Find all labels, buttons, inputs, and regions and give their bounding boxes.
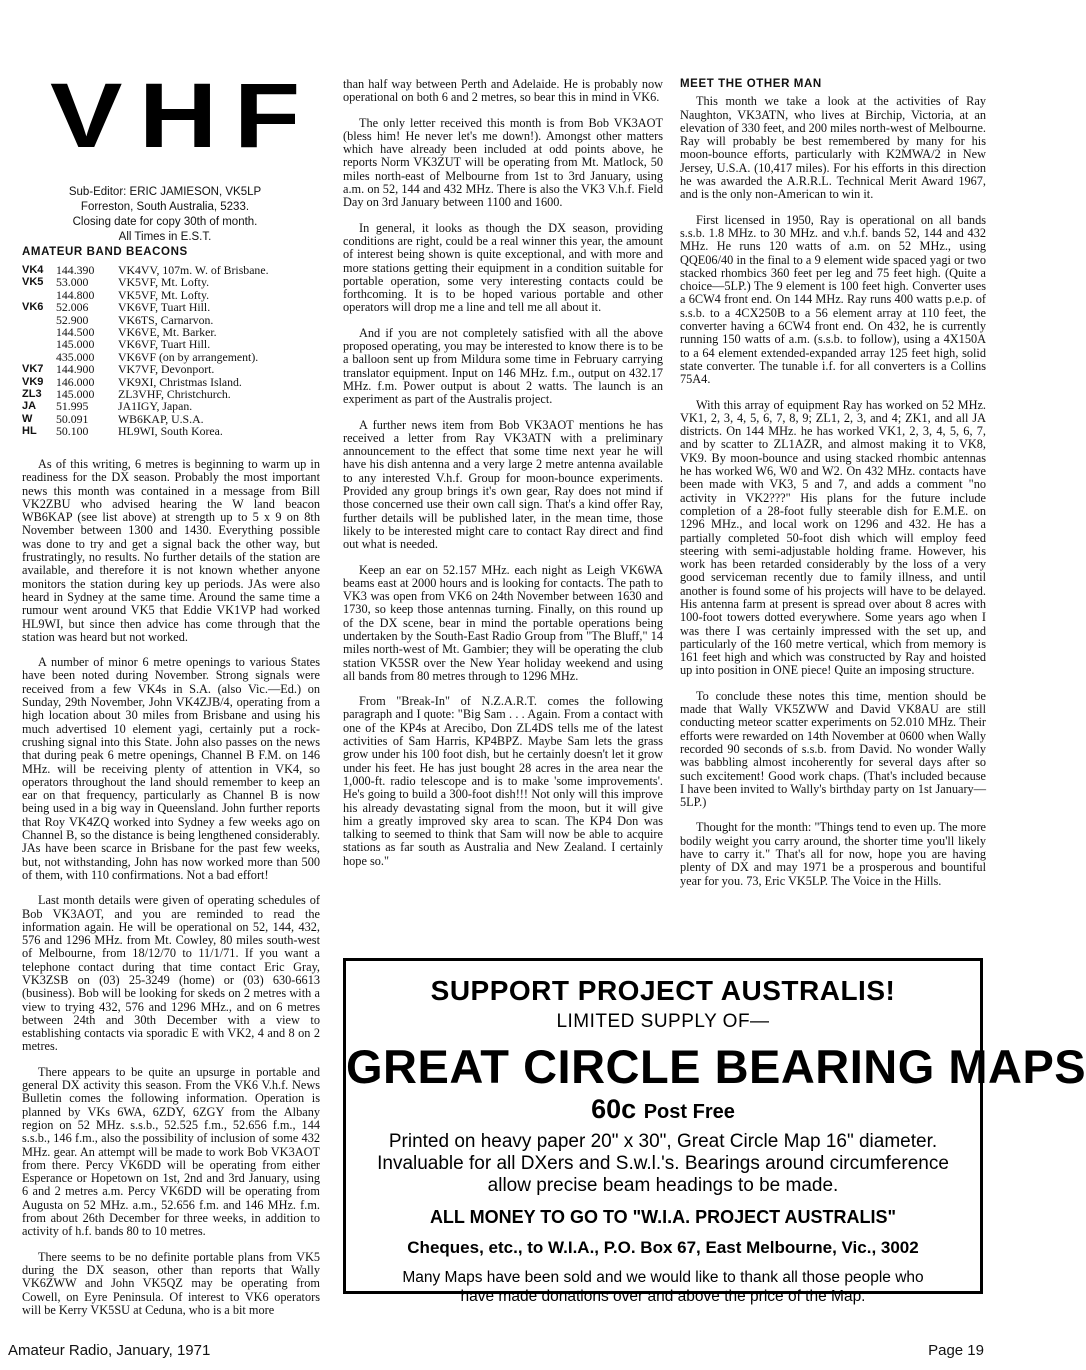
beacon-frequency: 50.091 — [56, 411, 89, 426]
beacon-row — [22, 338, 322, 350]
advertisement-box — [343, 958, 1086, 1305]
ad-subheadline: LIMITED SUPPLY OF— — [556, 1011, 770, 1032]
column-right — [680, 78, 986, 948]
ad-description-line: Invaluable for all DXers and S.w.l.'s. Bearings around circumference — [377, 1153, 949, 1174]
paragraph: Thought for the month: "Things tend to even up. The more bodily weight you carry around, the shorter time you'll likely have to carry it." That's all for now, hope you are having plenty of DX and may 1971 be a prosperous and bountiful year for you. 73, Eric VK5LP. The Voice in the Hills. — [680, 820, 986, 888]
ad-thanks-line: Many Maps have been sold and we would like to thank all those people who — [402, 1269, 924, 1286]
beacon-frequency: 144.900 — [56, 362, 95, 377]
beacon-state — [22, 351, 56, 363]
beacon-state: VK9 — [22, 375, 44, 388]
beacon-description: VK7VF, Devonport. — [118, 362, 215, 377]
beacons-heading: AMATEUR BAND BEACONS — [22, 246, 188, 258]
beacon-description: JA1IGY, Japan. — [118, 399, 193, 414]
paragraph: The only letter received this month is from Bob VK3AOT (bless him! He never let's me down!). Amongst other matters which have already been included at odd points above, he reports Norm VK3ZUT will be operating from Mt. Matlock, 50 miles north-east of Melbourne from 1st to 3rd January, using a.m. on 52, 144 and 432 MHz. There is also the VK3 V.h.f. Field Day on 3rd January between 1100 and 1600. — [343, 115, 663, 210]
paragraph: Last month details were given of operating schedules of Bob VK3AOT, and you are reminded to read the information again. He will be operational on 52, 144, 432, 576 and 1296 MHz. from Mt. Cowley, 80 miles south-west of Melbourne, from 18/12/70 to 11/1/71. If you want a telephone contact during that time contact Eric Gray, VK3ZSB on (03) 25-3249 (home) or (03) 630-6613 (business). Bob will be looking for skeds on 2 metres with a view to trying 432, 576 and 1296 MHz., and on 6 metres between 24th and 30th December with a view to establishing contacts via sporadic E with VK2, 4 and 8 on 2 metres. — [22, 893, 320, 1054]
beacon-state: VK5 — [22, 276, 44, 289]
paragraph: A further news item from Bob VK3AOT mentions he has received a letter from Ray VK3ATN with a preliminary announcement to the effect that some time next year he will have his dish antenna and a very large 2 metre antenna available to any interested V.h.f. Group for moon-bounce experiments. Provided any group brings it's own gear, Ray does not mind if those concerned use their own call sign. That's a kind offer Ray, further details will be published later, in the mean time, those likely to be interested might care to contact Ray direct and find out what is needed. — [343, 417, 663, 552]
beacon-description: HL9WI, South Korea. — [118, 424, 223, 439]
footer-publication: Amateur Radio, January, 1971 — [8, 1342, 211, 1359]
beacon-row — [22, 363, 322, 375]
closing-date: Closing date for copy 30th of month. — [72, 216, 258, 228]
ad-address: Cheques, etc., to W.I.A., P.O. Box 67, East Melbourne, Vic., 3002 — [407, 1238, 919, 1257]
sub-editor: Sub-Editor: ERIC JAMIESON, VK5LP — [68, 186, 262, 198]
ad-price-value: 60c — [591, 1094, 637, 1124]
ad-description-line: allow precise beam headings to be made. — [487, 1175, 839, 1196]
paragraph: To conclude these notes this time, mention should be made that Wally VK5ZWW and David VK8AU are still conducting meteor scatter experiments on 52.010 MHz. Their efforts were rewarded on 14th November at 0600 when Wally recorded 90 seconds of s.s.b. from David. No wonder Wally was babbling almost incoherently for several days after so such excitement! Good work chaps. (That's included because I have been invited to Wally's birthday party on 1st January—5LP.) — [680, 688, 986, 810]
paragraph: Keep an ear on 52.157 MHz. each night as Leigh VK6WA beams east at 2000 hours and is looking for contacts. The path to VK3 was open from VK6 on 24th November between 1630 and 1730, so keep those antennas turning. Finally, on this round up of the DX scene, bear in mind the portable operations being undertaken by the South-East Radio Group from "The Bluff," 14 miles north-west of Mt. Gambier; they will be operating the club station VK5SR over the New Year holiday weekend and using all bands from 80 metres through to 1296 MHz. — [343, 562, 663, 683]
beacon-description: VK6TS, Carnarvon. — [118, 312, 214, 327]
beacon-state: VK7 — [22, 363, 44, 376]
beacon-description: VK6VF, Tuart Hill. — [118, 300, 211, 315]
ad-thanks-line: have made donations over and above the price of the Map. — [460, 1288, 866, 1305]
paragraph: A number of minor 6 metre openings to various States have been noted during November. Strong signals were received from a few VK4s in S.A. (also Vic.—Ed.) on Sunday, 29th November, John VK4ZJB/4, operating from a high location about 30 miles from Brisbane and using his much advertised 10 element yagi, certainly put a rock-crushing signal into this State. John also passes on the news that during peak 6 metre openings, Channel B F.M. on 146 MHz. will be receiving plenty of attention in VK4, so operators throughout the land should remember to keep an ear on that frequency, particularly as Channel B is now being used in a big way in Queensland. John further reports that Roy VK4ZQ worked into Sydney a few weeks ago on Channel B, so the distance is being lengthened considerably. JAs have been scarce in Brisbane for the past few weeks, but, not withstanding, John has now worked more than 500 of them, with 110 confirmations. Not a bad effort! — [22, 655, 320, 882]
beacon-frequency: 144.800 — [56, 287, 95, 302]
paragraph: than half way between Perth and Adelaide. He is probably now operational on both 6 and 2 metres, so bear this in mind in VK6. — [343, 77, 663, 105]
section-title: VHF — [50, 65, 317, 167]
ad-description-line: Printed on heavy paper 20" x 30", Great Circle Map 16" diameter. — [388, 1131, 938, 1152]
beacon-frequency: 50.100 — [56, 424, 89, 439]
paragraph: In general, it looks as though the DX season, providing conditions are right, could be a real winner this year, the amount of interest being shown is quite exceptional, and with more and more stations getting their equipment in a condition suitable for portable operation, some very interesting contacts could be forthcoming. It is to be hoped various portable and other operators will drop me a line and tell me all about it. — [343, 220, 663, 315]
paragraph: As of this writing, 6 metres is beginning to warm up in readiness for the DX season. Probably the most important news this month was contained in a message from Bill VK2ZBU who advised hearing the W land beacon WB6KAP (see list above) at strength up to 5 x 9 on 8th November between 1300 and 1430. Everything possible was done to try and get a signal back the other way, but frustratingly, no results. No further details of the station are available, and therefore it is not known whether anyone monitors the station during key up periods. JAs were also heard in Sydney at the same time. Around the same time a rumour went around VK5 that Eddie VK1VP had worked HL9WI, but since then advice has come through that the station was heard but not worked. — [22, 457, 320, 644]
beacon-state: VK4 — [22, 264, 44, 276]
beacon-row — [22, 425, 322, 437]
beacon-description: VK4VV, 107m. W. of Brisbane. — [118, 263, 269, 277]
beacons-table — [22, 264, 322, 438]
beacon-state: HL — [22, 425, 37, 438]
column-left — [22, 458, 320, 1338]
ad-price-note: Post Free — [643, 1101, 735, 1123]
paragraph: And if you are not completely satisfied with all the above proposed operating, you may be interested to know there is to be a balloon sent up from Mildura some time in February carrying translator equipment. Input on 146 MHz. f.m., output on 432.17 MHz. f.m. Power output is about 2 watts. The launch is an experiment as part of the Australis project. — [343, 325, 663, 407]
beacon-description: VK6VF (on by arrangement). — [118, 349, 259, 364]
paragraph: From "Break-In" of N.Z.A.R.T. comes the following paragraph and I quote: "Big Sam . . . Again. From a contact with one of the KP4s at Arecibo, Don ZL4DS tells me of the latest activities of Sam Harris, KP4BPZ. Maybe Sam lets the grass grow under his 100 foot dish, but he certainly doesn't let it grow under his feet. He has just bought 28 acres in the area near the 1,000-ft. radio telescope and is to make 'some improvements'. He's going to build a 300-foot dish!!! Not only will this improve his already devastating signal from the moon, but it will give him a greatly improved sky area to scan. The KP4 Don was talking to seemed to think that Sam will now be able to acquire stations as far south as Australia and New Zealand. I certainly hope so." — [343, 694, 663, 868]
beacon-frequency: 52.006 — [56, 300, 89, 315]
beacon-state: VK6 — [22, 301, 44, 314]
beacon-state: ZL3 — [22, 388, 42, 401]
beacon-description: VK5VF, Mt. Lofty. — [118, 287, 210, 302]
beacon-state: JA — [22, 400, 37, 413]
beacon-frequency: 145.000 — [56, 337, 95, 352]
beacon-frequency: 52.900 — [56, 312, 89, 327]
beacon-row — [22, 400, 322, 412]
beacon-state — [22, 314, 56, 326]
beacon-description: WB6KAP, U.S.A. — [118, 411, 204, 426]
beacon-state — [22, 326, 56, 338]
paragraph: There seems to be no definite portable plans from VK5 during the DX season, other than reports that Wally VK6ZWW and John VK5QZ may be operating from Cowell, on Eyre Peninsula. Of interest to VK6 operators will be Kerry VK5SU at Ceduna, who is a bit more — [22, 1249, 320, 1317]
beacon-frequency: 145.000 — [56, 387, 95, 402]
footer-page-number: Page 19 — [928, 1342, 984, 1359]
beacon-frequency: 51.995 — [56, 399, 89, 414]
beacon-row — [22, 276, 322, 288]
ad-headline: SUPPORT PROJECT AUSTRALIS! — [430, 975, 896, 1006]
time-zone-note: All Times in E.S.T. — [118, 231, 212, 243]
beacon-description: VK6VE, Mt. Barker. — [118, 325, 217, 340]
beacon-frequency: 144.390 — [56, 263, 95, 277]
beacon-description: VK6VF, Tuart Hill. — [118, 337, 211, 352]
paragraph: First licensed in 1950, Ray is operational on all bands s.s.b. 1.8 MHz. to 30 MHz. and v.h.f. bands 52, 144 and 432 MHz. He runs 120 watts of a.m. on 52 MHz., using QQE06/40 in the final to a 9 element wide spaced yagi or two stacked rhombics 360 feet per leg and 75 feet high. (Quite a choice—5LP.) The 9 element is 100 feet high. Converter uses a 6CW4 front end. On 144 MHz. Ray runs 400 watts p.e.p. of s.s.b. to a 4CX250B to a 56 element array at 110 feet, the converter having a 6CW4 front end. On 432, he is currently running 150 watts of a.m. (s.s.b. to follow), using a 4X150A to a 64 element extended-expanded array 125 feet high, solid state converter. The tunable i.f. for all converters is a Collins 75A4. — [680, 212, 986, 387]
paragraph: There appears to be quite an upsurge in portable and general DX activity this season. From the VK6 V.h.f. News Bulletin comes the following information. Operation is planned by VKs 6WA, 6ZDY, 6ZGY from the Albany region on 52 MHz. s.s.b., 52.525 f.m., 52.656 f.m., 144 s.s.b., 146 f.m., also the possibility of inclusion of some 432 MHz. gear. An attempt will be made to work Bob VK3AOT from there. Percy VK6DD will be operating from either Esperance or Hopetown on 1st, 2nd and 3rd January, using 6 and 2 metres a.m. Percy VK6DD will be operating from Augusta on 52 MHz. a.m., 52.656 f.m. and 146 MHz. f.m. from about 26th December for three weeks, in addition to activity of h.f. bands 80 to 10 metres. — [22, 1064, 320, 1239]
beacon-description: ZL3VHF, Christchurch. — [118, 387, 231, 402]
masthead — [30, 185, 300, 245]
column-middle — [343, 78, 663, 948]
beacon-description: VK5VF, Mt. Lofty. — [118, 275, 210, 290]
beacon-state: W — [22, 412, 33, 425]
beacon-state — [22, 338, 56, 350]
paragraph: This month we take a look at the activities of Ray Naughton, VK3ATN, who lives at Birchip, Victoria, at an elevation of 330 feet, and 200 miles north-west of Melbourne. Ray will probably be best remembered by many for his moon-bounce efforts, particularly with K2MWA/2 in New Jersey, U.S.A. (10,417 miles). For his efforts in this direction he was awarded the A.R.R.L. Technical Merit Award 1967, and is the only non-American to win it. — [680, 94, 986, 202]
editor-address: Forreston, South Australia, 5233. — [80, 201, 250, 213]
paragraph: With this array of equipment Ray has worked on 52 MHz. VK1, 2, 3, 4, 5, 6, 7, 8, 9; ZL1, 2, 3, and 4; ZK1, and all JA districts. On 144 MHz. he has worked VK1, 2, 3, 4, 5, 6, 7, and by scatter to ZL1AZR, and almost making it to VK8, VK9. By moon-bounce and using stacked rhombic antennas he has worked W6, W0 and W2. On 432 MHz. contacts have been made with VK3, 5 and 7, and adds a comment "no activity in VK2???" His plans for the future include completion of a 28-foot fully steerable dish for E.M.E. on 1296 MHz., and local work on 1296 and 432. He has a partially completed 50-foot dish which will employ feed steering with semi-adjustable holding frame. However, his work has been retarded considerably by the loss of a very good serviceman recently due to family illness, and until another is found some of his projects will have to be delayed. His antenna farm at present is spread over about 8 acres with 100-foot towers dotted everywhere. Some years ago when I was there I was certainly impressed with the set up, and particularly of the 160 metre vertical, which from memory is 161 feet high and which was constructed by Ray and hoisted up into position in ONE piece! Quite an imposing structure. — [680, 397, 986, 678]
meet-the-other-man-heading: MEET THE OTHER MAN — [680, 78, 822, 90]
beacon-description: VK9XI, Christmas Island. — [118, 374, 242, 389]
beacon-row — [22, 301, 322, 313]
ad-product-title: GREAT CIRCLE BEARING MAPS — [346, 1040, 1086, 1093]
beacon-frequency: 144.500 — [56, 325, 95, 340]
beacon-frequency: 435.000 — [56, 349, 95, 364]
beacon-frequency: 53.000 — [56, 275, 89, 290]
beacon-state — [22, 289, 56, 301]
ad-price — [346, 1094, 980, 1125]
beacon-frequency: 146.000 — [56, 374, 95, 389]
ad-money-note: ALL MONEY TO GO TO "W.I.A. PROJECT AUSTRALIS" — [429, 1207, 897, 1227]
